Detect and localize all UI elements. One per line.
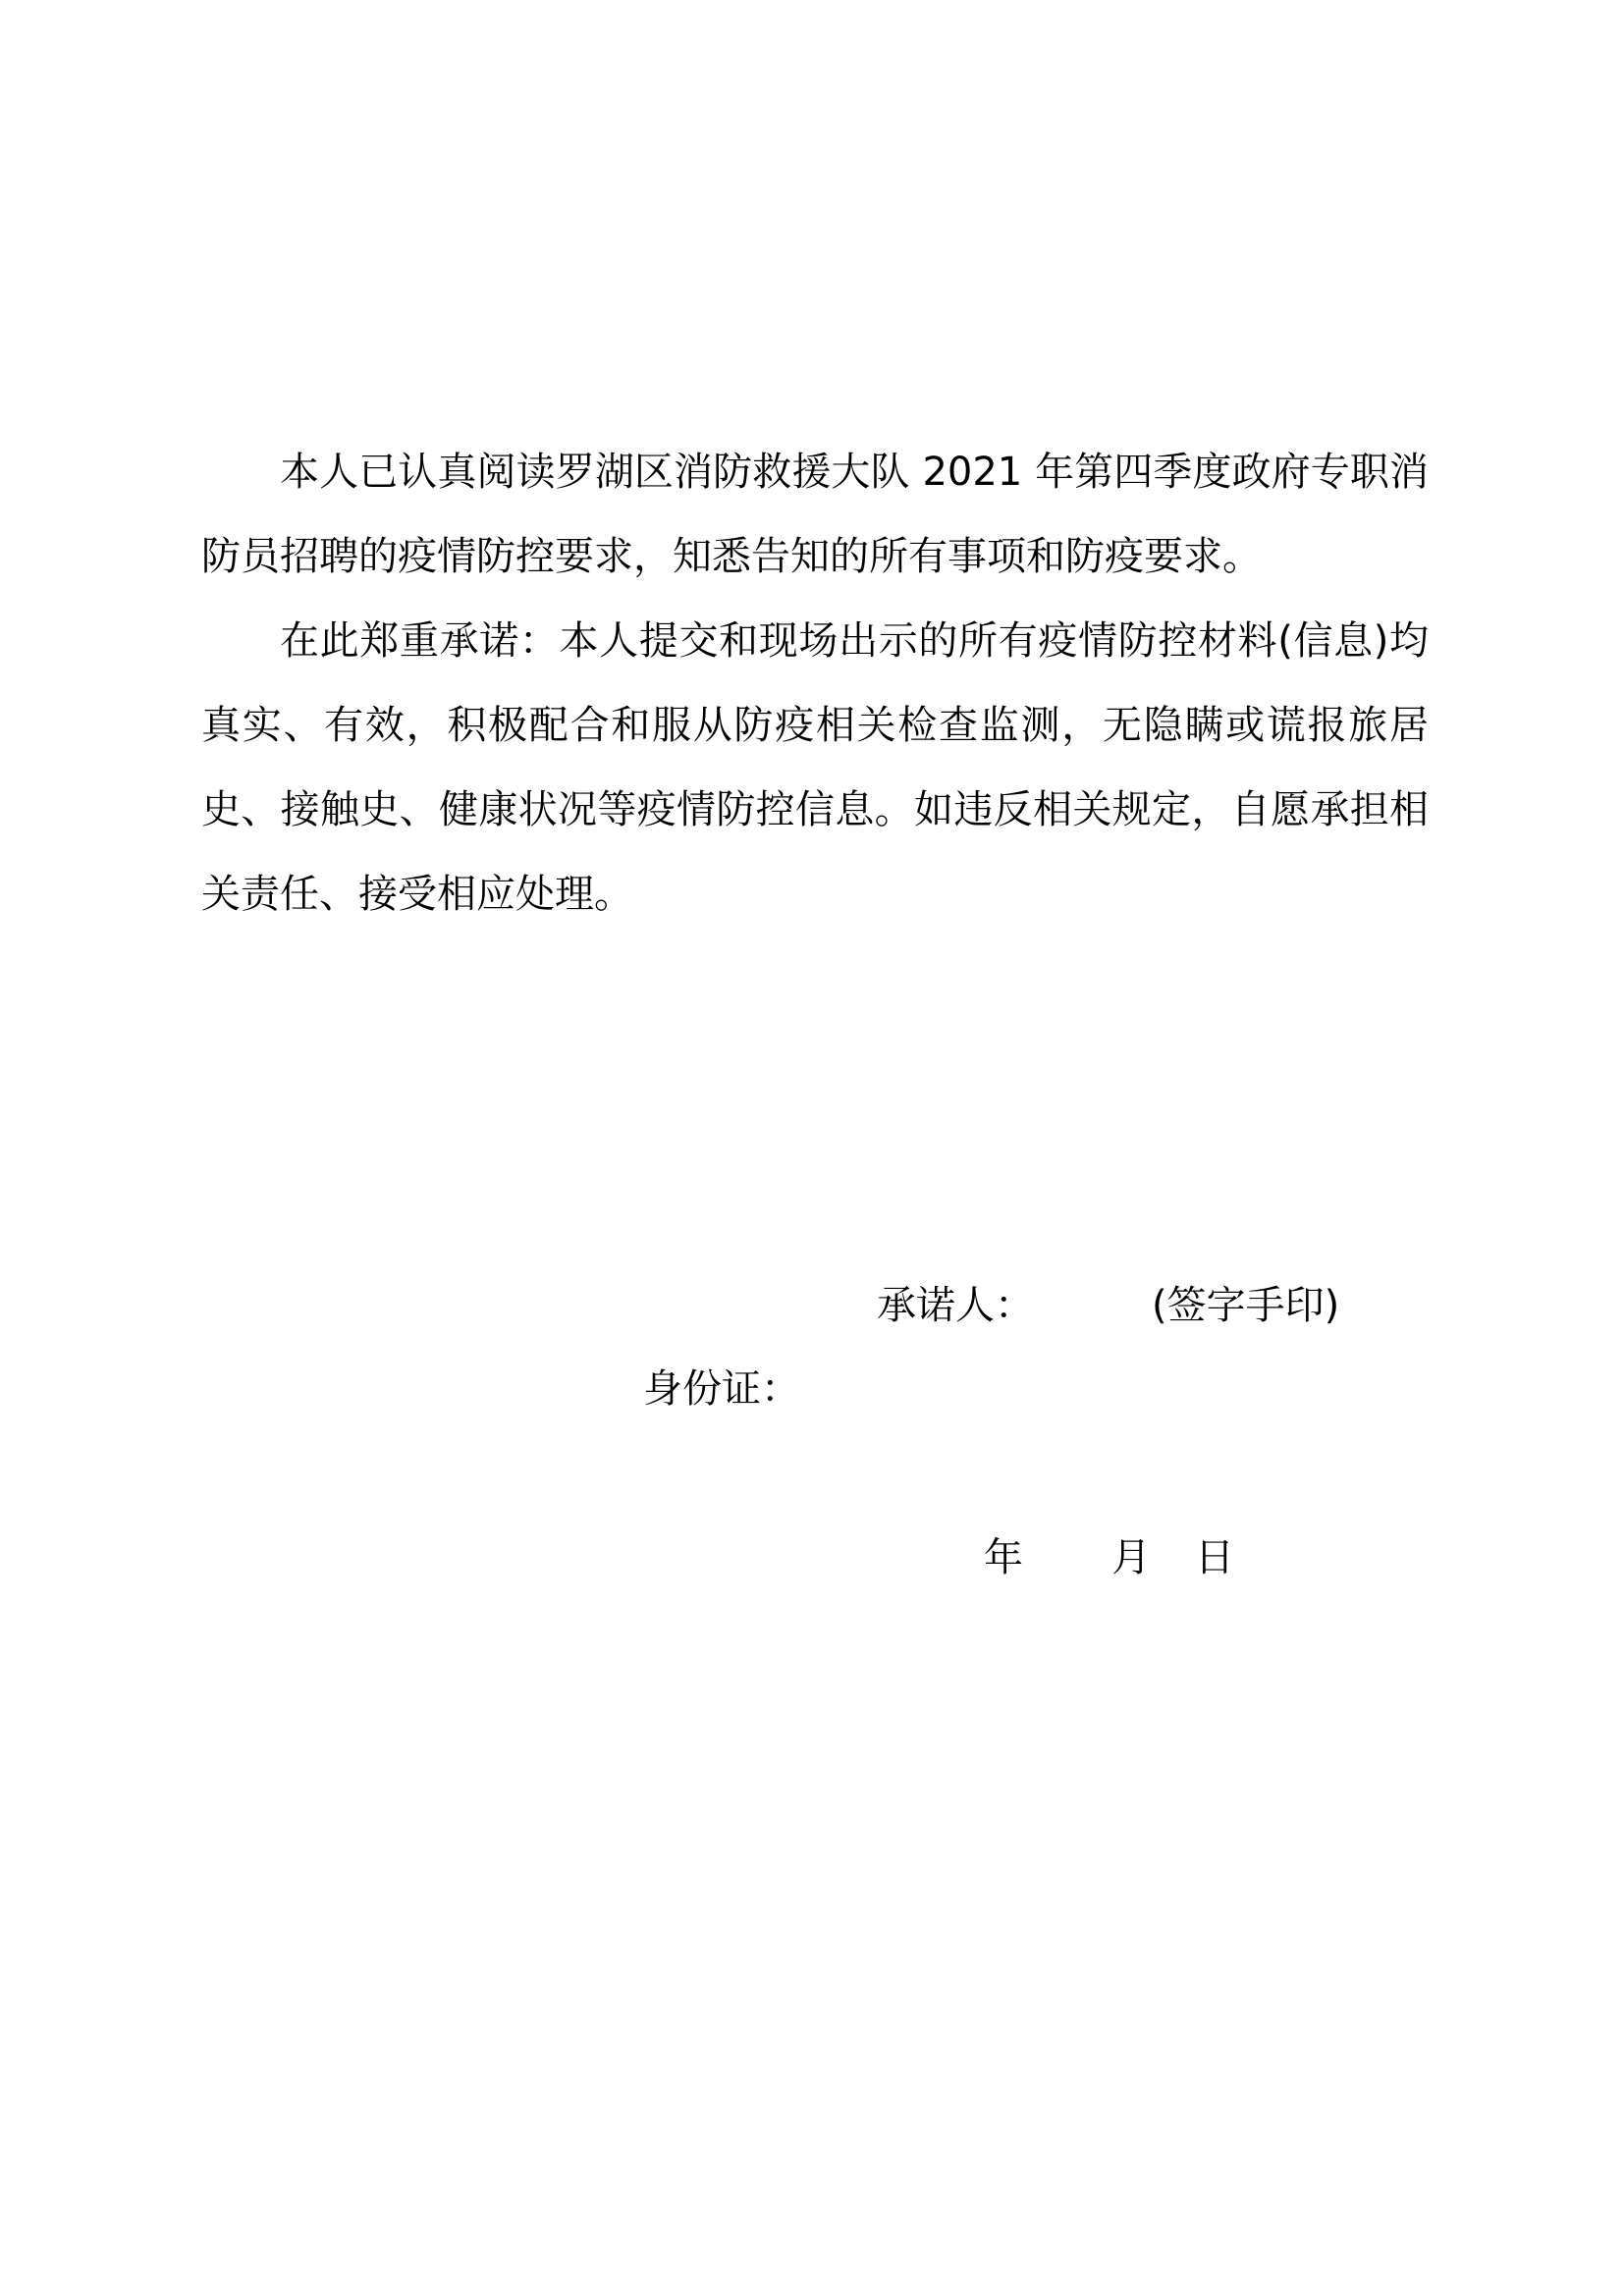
pledge-body xyxy=(201,430,1429,936)
sign-note: (签字手印) xyxy=(1152,1283,1340,1328)
promisor-line xyxy=(877,1281,1339,1330)
pledge-paragraph-2: 在此郑重承诺：本人提交和现场出示的所有疫情防控材料(信息)均真实、有效，积极配合和服从防疫相关检查监测，无隐瞒或谎报旅居史、接触史、健康状况等疫情防控信息。如违反相关规定，自愿承担相关责任、接受相应处理。 xyxy=(201,618,1429,917)
id-label: 身份证： xyxy=(643,1366,800,1412)
pledge-paragraph-1: 本人已认真阅读罗湖区消防救援大队 2021 年第四季度政府专职消防员招聘的疫情防控要求，知悉告知的所有事项和防疫要求。 xyxy=(201,450,1429,579)
promisor-label: 承诺人： xyxy=(877,1283,1034,1328)
id-line xyxy=(643,1364,800,1414)
year-label: 年 xyxy=(984,1535,1023,1580)
date-line xyxy=(984,1533,1234,1582)
day-label: 日 xyxy=(1195,1535,1234,1580)
month-label: 月 xyxy=(1111,1535,1151,1580)
